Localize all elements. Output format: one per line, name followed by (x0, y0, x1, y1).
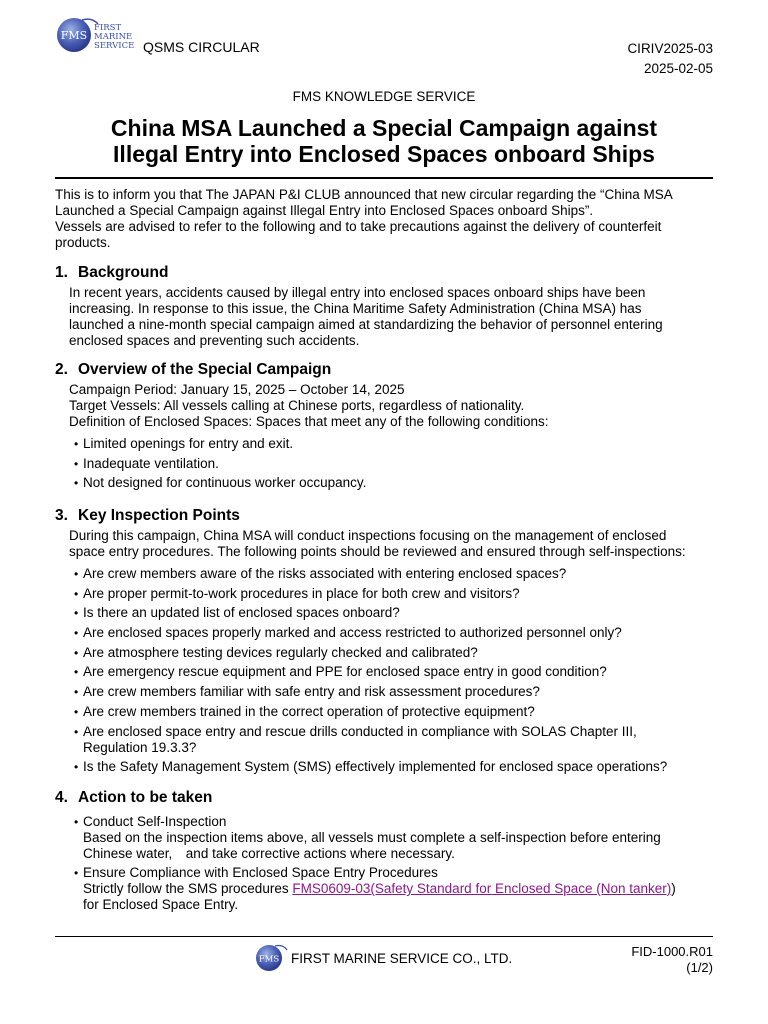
body-line: During this campaign, China MSA will conduct inspections focusing on the management of enclosed (69, 528, 667, 543)
action-item (55, 814, 715, 862)
section-background (55, 263, 715, 349)
list-item: • Inadequate ventilation. (55, 456, 715, 472)
logo-line-3: SERVICE (94, 41, 135, 51)
action-line: Chinese water, and take corrective actions where necessary. (83, 846, 455, 861)
intro-line: Launched a Special Campaign against Illegal Entry into Enclosed Spaces onboard Ships”. (55, 203, 594, 218)
section-heading (55, 506, 715, 526)
list-item: • Are crew members aware of the risks associated with entering enclosed spaces? (55, 566, 715, 582)
circular-reference (627, 39, 713, 79)
footer-divider (55, 936, 713, 937)
list-item: • Are proper permit-to-work procedures in place for both crew and visitors? (55, 586, 715, 602)
section-number: 4. (55, 789, 68, 806)
list-item: • Are atmosphere testing devices regularly checked and calibrated? (55, 645, 715, 661)
body-line: In recent years, accidents caused by illegal entry into enclosed spaces onboard ships have been (69, 285, 646, 300)
list-item: • Is the Safety Management System (SMS) effectively implemented for enclosed space operations? (55, 759, 715, 775)
inspection-list (55, 566, 715, 775)
campaign-period: Campaign Period: January 15, 2025 – October 14, 2025 (69, 382, 405, 397)
footer-fms-logo (254, 941, 288, 971)
logo-line-1: FIRST (94, 23, 122, 33)
list-item: • Are emergency rescue equipment and PPE for enclosed space entry in good condition? (55, 664, 715, 680)
section-inspection-points (55, 506, 715, 779)
enclosed-space-definition: Definition of Enclosed Spaces: Spaces that meet any of the following conditions: (69, 414, 549, 429)
sms-procedure-link[interactable]: FMS0609-03(Safety Standard for Enclosed Space (Non tanker) (292, 881, 672, 896)
intro-line: This is to inform you that The JAPAN P&I CLUB announced that new circular regarding the “China MSA (55, 187, 673, 202)
target-vessels: Target Vessels: All vessels calling at Chinese ports, regardless of nationality. (69, 398, 525, 413)
action-list (55, 814, 715, 913)
action-line (83, 881, 715, 897)
footer-company: FIRST MARINE SERVICE CO., LTD. (291, 951, 513, 966)
list-item: • Is there an updated list of enclosed spaces onboard? (55, 605, 715, 621)
section-title: Background (78, 264, 169, 281)
footer-doc-id: FID-1000.R01 (631, 944, 713, 959)
action-title: • Ensure Compliance with Enclosed Space Entry Procedures (83, 865, 438, 880)
section-body (69, 528, 715, 560)
list-item-line: • Are enclosed space entry and rescue drills conducted in compliance with SOLAS Chapter III, (83, 723, 637, 739)
list-item: • Are crew members familiar with safe entry and risk assessment procedures? (55, 684, 715, 700)
footer-document-info (631, 944, 713, 976)
section-title: Action to be taken (78, 789, 213, 806)
section-body (69, 285, 715, 349)
list-item (55, 724, 715, 756)
section-title: Key Inspection Points (78, 507, 240, 524)
section-number: 1. (55, 264, 68, 281)
issue-date: 2025-02-05 (643, 61, 713, 76)
title-line-1: China MSA Launched a Special Campaign against (110, 115, 658, 141)
footer-page-number: (1/2) (686, 960, 713, 975)
intro-line: Vessels are advised to refer to the following and to take precautions against the delivery of counterfeit (55, 219, 662, 234)
list-item-line: Regulation 19.3.3? (83, 739, 197, 755)
action-item (55, 865, 715, 913)
list-item: • Limited openings for entry and exit. (55, 436, 715, 452)
body-line: enclosed spaces and preventing such accidents. (69, 333, 360, 348)
section-body (69, 382, 715, 430)
document-title (40, 115, 728, 167)
action-text: ) (671, 881, 676, 896)
title-line-2: Illegal Entry into Enclosed Spaces onboard Ships (113, 141, 655, 167)
logo-line-2: MARINE (94, 32, 133, 42)
section-number: 3. (55, 507, 68, 524)
list-item: • Are crew members trained in the correct operation of protective equipment? (55, 704, 715, 720)
intro-line: products. (55, 235, 111, 250)
service-label: FMS KNOWLEDGE SERVICE (292, 89, 476, 104)
action-line: Based on the inspection items above, all vessels must complete a self-inspection before entering (83, 830, 661, 845)
section-heading (55, 263, 715, 283)
body-line: space entry procedures. The following points should be reviewed and ensured through self-inspections: (69, 544, 686, 559)
action-line: for Enclosed Space Entry. (83, 897, 239, 912)
section-number: 2. (55, 361, 68, 378)
condition-list (55, 436, 715, 491)
list-item: • Not designed for continuous worker occupancy. (55, 475, 715, 491)
section-overview (55, 360, 715, 495)
fms-logo (56, 14, 135, 54)
body-line: launched a nine-month special campaign aimed at standardizing the behavior of personnel entering (69, 317, 663, 332)
section-action (55, 788, 715, 916)
list-item: • Are enclosed spaces properly marked and access restricted to authorized personnel only? (55, 625, 715, 641)
ref-number: CIRIV2025-03 (627, 41, 713, 56)
intro-paragraph (55, 187, 715, 251)
footer-logo-text: FMS (258, 954, 280, 965)
logo-text: FMS (60, 29, 88, 42)
body-line: increasing. In response to this issue, the China Maritime Safety Administration (China MSA) has (69, 301, 642, 316)
section-title: Overview of the Special Campaign (78, 361, 332, 378)
circular-label: QSMS CIRCULAR (143, 39, 260, 55)
action-text: Strictly follow the SMS procedures (83, 881, 293, 896)
section-heading (55, 360, 715, 380)
title-divider (55, 177, 713, 179)
action-title: • Conduct Self-Inspection (83, 814, 227, 829)
section-heading (55, 788, 715, 808)
